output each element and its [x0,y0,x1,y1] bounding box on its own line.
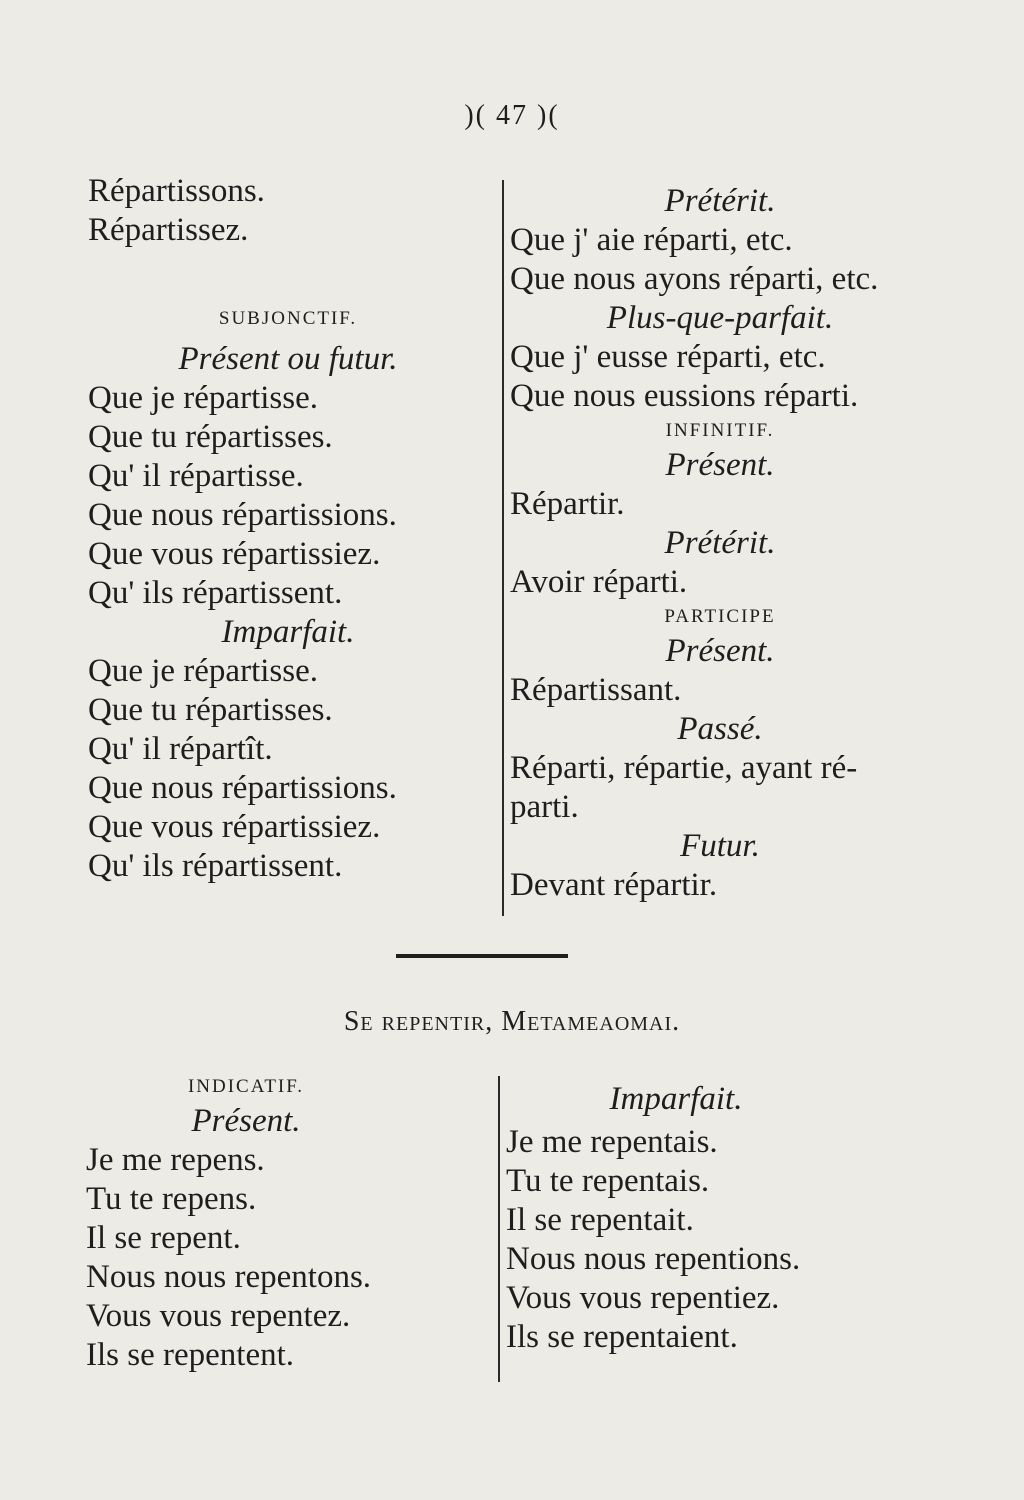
mood-heading: INDICATIF. [187,1076,305,1097]
conjugation-line: Que vous répartissiez. [88,536,381,572]
page-number: )( 47 )( [464,100,560,131]
mood-heading: INFINITIF. [665,420,775,441]
tense-heading: Imparfait. [609,1081,743,1117]
tense-heading: Futur. [680,828,760,864]
conjugation-line: Vous vous repentez. [86,1298,351,1334]
conjugation-line: parti. [510,789,579,825]
mood-heading: PARTICIPE [664,606,776,627]
tense-heading: Présent. [665,633,775,669]
conjugation-line: Que vous répartissiez. [88,809,381,845]
tense-heading: Présent. [191,1103,301,1139]
conjugation-line: Tu te repentais. [506,1163,710,1199]
tense-heading: Prétérit. [664,183,776,219]
mood-heading: SUBJONCTIF. [218,308,358,329]
tense-heading: Passé. [677,711,763,747]
conjugation-line: Répartissez. [88,212,249,248]
page-number-value: 47 [496,100,528,131]
conjugation-line: Qu' ils répartissent. [88,575,343,611]
conjugation-line: Répartir. [510,486,625,522]
left-column-1 [88,172,488,886]
conjugation-line: Je me repens. [86,1142,265,1178]
conjugation-line: Que je répartisse. [88,380,318,416]
column-divider [498,1076,500,1382]
conjugation-line: Que nous eussions réparti. [510,378,859,414]
conjugation-line: Il se repentait. [506,1202,694,1238]
conjugation-line: Ils se repentaient. [506,1319,738,1355]
tense-heading: Plus-que-parfait. [606,300,834,336]
conjugation-line: Je me repentais. [506,1124,718,1160]
conjugation-line: Que nous répartissions. [88,770,397,806]
conjugation-line: Vous vous repentiez. [506,1280,780,1316]
verb-title-greek: Metameaomai. [501,1006,681,1037]
conjugation-line: Que nous répartissions. [88,497,397,533]
conjugation-line: Répartissons. [88,173,265,209]
conjugation-line: Ils se repentent. [86,1337,295,1373]
conjugation-line: Devant répartir. [510,867,718,903]
section-separator [396,954,568,958]
conjugation-line: Que je répartisse. [88,653,318,689]
tense-heading: Prétérit. [664,525,776,561]
conjugation-line: Il se repent. [86,1220,241,1256]
conjugation-line: Que tu répartisses. [88,692,333,728]
verb-title-french: Se repentir, [343,1006,494,1037]
conjugation-line: Réparti, répartie, ayant ré- [510,750,858,786]
conjugation-line: Que j' eusse réparti, etc. [510,339,826,375]
conjugation-line: Que nous ayons réparti, etc. [510,261,879,297]
left-column-2 [86,1072,486,1375]
conjugation-line: Nous nous repentions. [506,1241,801,1277]
tense-heading: Présent. [665,447,775,483]
conjugation-line: Nous nous repentons. [86,1259,372,1295]
right-column-1 [510,182,930,905]
conjugation-line: Qu' il répartisse. [88,458,304,494]
tense-heading: Imparfait. [221,614,355,650]
conjugation-line: Avoir réparti. [510,564,688,600]
conjugation-line: Qu' ils répartissent. [88,848,343,884]
column-divider [502,180,504,916]
right-column-2 [506,1080,926,1357]
conjugation-line: Répartissant. [510,672,682,708]
tense-heading: Présent ou futur. [178,341,398,377]
conjugation-line: Que j' aie réparti, etc. [510,222,793,258]
conjugation-line: Tu te repens. [86,1181,257,1217]
verb-title [0,1006,1024,1038]
conjugation-line: Que tu répartisses. [88,419,333,455]
conjugation-line: Qu' il répartît. [88,731,273,767]
